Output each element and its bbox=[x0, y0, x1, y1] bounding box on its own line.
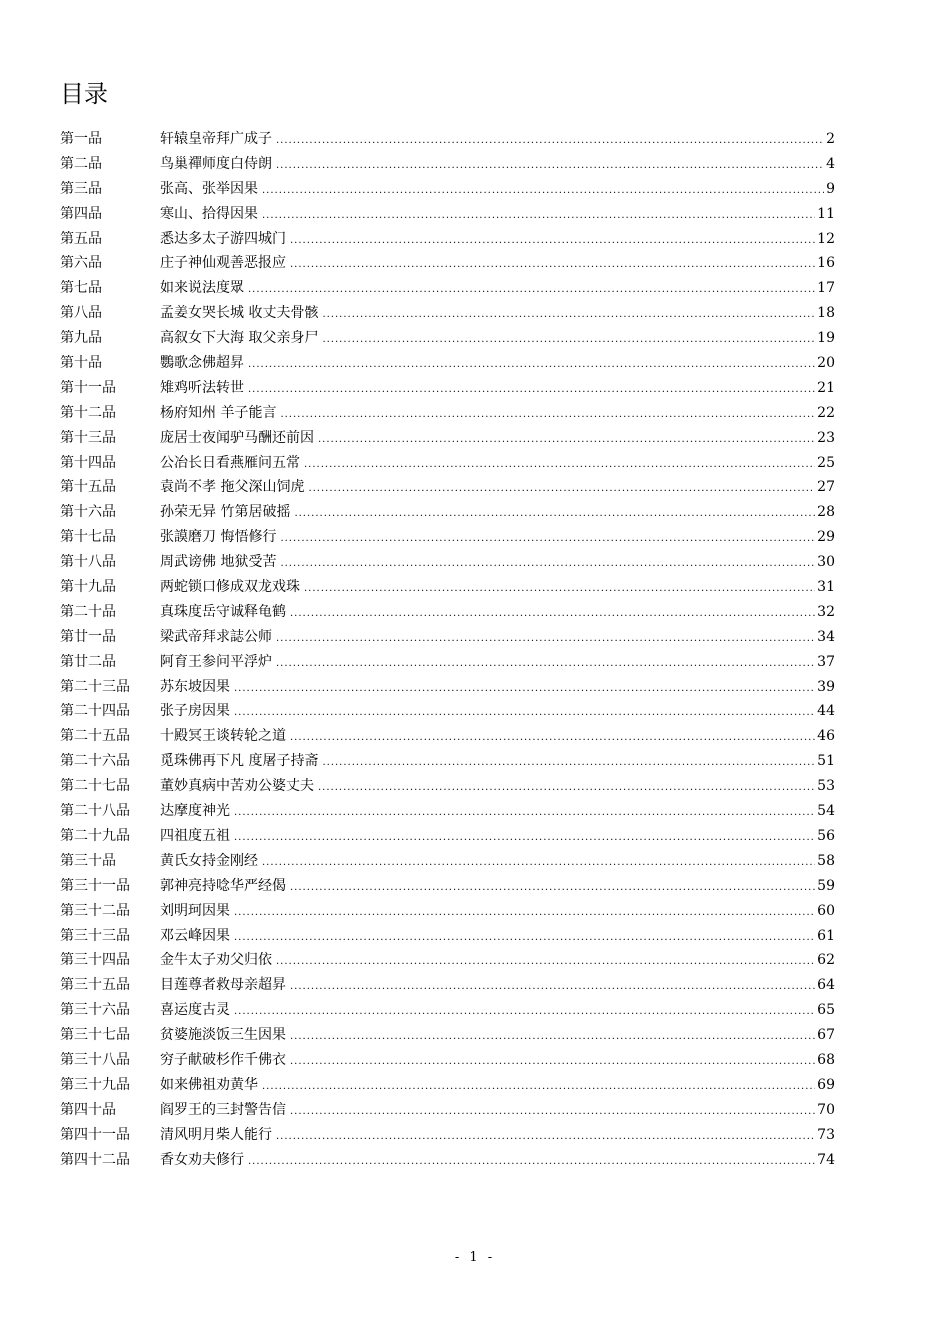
toc-dot-leader bbox=[248, 378, 815, 403]
toc-dot-leader bbox=[248, 353, 815, 378]
toc-dot-leader bbox=[234, 677, 815, 702]
toc-entry-number: 第十五品 bbox=[60, 479, 116, 496]
toc-entry-number: 第二十六品 bbox=[60, 753, 130, 770]
toc-dot-leader bbox=[234, 926, 815, 951]
toc-dot-leader bbox=[294, 502, 815, 527]
toc-entry-number: 第九品 bbox=[60, 330, 102, 347]
toc-entry-title: 如来说法度眾 bbox=[160, 280, 244, 297]
toc-dot-leader bbox=[276, 627, 815, 652]
toc-entry-page: 23 bbox=[817, 429, 835, 446]
toc-entry[interactable] bbox=[60, 1048, 835, 1073]
toc-dot-leader bbox=[290, 726, 815, 751]
table-of-contents bbox=[60, 127, 835, 1172]
toc-entry-title: 达摩度神光 bbox=[160, 803, 230, 820]
toc-entry[interactable] bbox=[60, 451, 835, 476]
toc-entry-page: 60 bbox=[817, 902, 835, 919]
toc-entry-page: 59 bbox=[817, 877, 835, 894]
toc-entry-page: 27 bbox=[817, 479, 835, 496]
toc-entry-page: 18 bbox=[817, 305, 835, 322]
toc-entry-number: 第三十四品 bbox=[60, 952, 130, 969]
toc-entry-page: 56 bbox=[817, 827, 835, 844]
toc-entry-page: 19 bbox=[817, 330, 835, 347]
toc-entry-number: 第六品 bbox=[60, 255, 102, 272]
toc-dot-leader bbox=[276, 129, 824, 154]
toc-entry-number: 第二十三品 bbox=[60, 678, 130, 695]
toc-entry-number: 第三十六品 bbox=[60, 1002, 130, 1019]
toc-entry-page: 54 bbox=[817, 803, 835, 820]
toc-entry-title: 如来佛祖劝黄华 bbox=[160, 1076, 258, 1093]
toc-entry-number: 第十六品 bbox=[60, 504, 116, 521]
toc-entry-page: 17 bbox=[817, 280, 835, 297]
toc-entry[interactable] bbox=[60, 874, 835, 899]
toc-entry[interactable] bbox=[60, 998, 835, 1023]
toc-entry-title: 觅珠佛再下凡 度屠子持斋 bbox=[160, 753, 319, 770]
toc-entry[interactable] bbox=[60, 675, 835, 700]
toc-dot-leader bbox=[234, 1000, 815, 1025]
toc-entry-title: 金牛太子劝父归依 bbox=[160, 952, 272, 969]
toc-entry[interactable] bbox=[60, 749, 835, 774]
toc-entry[interactable] bbox=[60, 1023, 835, 1048]
toc-dot-leader bbox=[304, 453, 815, 478]
toc-entry-number: 第四十二品 bbox=[60, 1151, 130, 1168]
toc-dot-leader bbox=[280, 552, 815, 577]
toc-entry-number: 第十三品 bbox=[60, 429, 116, 446]
toc-dot-leader bbox=[276, 154, 824, 179]
toc-entry-title: 两蛇锁口修成双龙戏珠 bbox=[160, 579, 300, 596]
toc-dot-leader bbox=[280, 527, 815, 552]
toc-entry[interactable] bbox=[60, 924, 835, 949]
toc-entry-number: 第十七品 bbox=[60, 529, 116, 546]
toc-entry-title: 周武谤佛 地狱受苦 bbox=[160, 554, 277, 571]
toc-entry[interactable] bbox=[60, 899, 835, 924]
toc-entry-number: 第五品 bbox=[60, 230, 102, 247]
toc-entry[interactable] bbox=[60, 1148, 835, 1173]
toc-entry-page: 29 bbox=[817, 529, 835, 546]
toc-entry[interactable] bbox=[60, 724, 835, 749]
toc-entry-title: 董妙真病中苦劝公婆丈夫 bbox=[160, 778, 314, 795]
toc-dot-leader bbox=[234, 826, 815, 851]
toc-entry-title: 香女劝夫修行 bbox=[160, 1151, 244, 1168]
toc-entry-title: 鸟巢禪师度白侍朗 bbox=[160, 155, 272, 172]
toc-entry-title: 贫婆施淡饭三生因果 bbox=[160, 1027, 286, 1044]
toc-entry[interactable] bbox=[60, 849, 835, 874]
toc-entry-number: 第二十五品 bbox=[60, 728, 130, 745]
toc-entry-number: 第七品 bbox=[60, 280, 102, 297]
toc-entry-title: 袁尚不孝 拖父深山饲虎 bbox=[160, 479, 305, 496]
toc-entry-title: 目莲尊者救母亲超昇 bbox=[160, 977, 286, 994]
toc-entry[interactable] bbox=[60, 251, 835, 276]
toc-entry-number: 第三十九品 bbox=[60, 1076, 130, 1093]
toc-entry-title: 真珠度岳守诚释龟鹤 bbox=[160, 603, 286, 620]
page-title: 目录 bbox=[60, 80, 108, 108]
toc-entry-title: 高叙女下大海 取父亲身尸 bbox=[160, 330, 319, 347]
toc-entry[interactable] bbox=[60, 973, 835, 998]
toc-entry-number: 第十四品 bbox=[60, 454, 116, 471]
toc-entry-number: 第三十二品 bbox=[60, 902, 130, 919]
toc-entry-page: 62 bbox=[817, 952, 835, 969]
toc-entry-number: 第廿一品 bbox=[60, 628, 116, 645]
toc-entry-page: 69 bbox=[817, 1076, 835, 1093]
toc-entry[interactable] bbox=[60, 824, 835, 849]
toc-entry-title: 郭神亮持唸华严经偈 bbox=[160, 877, 286, 894]
toc-entry[interactable] bbox=[60, 948, 835, 973]
toc-entry-page: 37 bbox=[817, 653, 835, 670]
toc-entry-number: 第十一品 bbox=[60, 379, 116, 396]
toc-entry[interactable] bbox=[60, 351, 835, 376]
toc-entry-page: 64 bbox=[817, 977, 835, 994]
toc-dot-leader bbox=[262, 851, 815, 876]
page-number-footer: - 1 - bbox=[454, 1250, 496, 1265]
toc-entry-number: 第四品 bbox=[60, 205, 102, 222]
toc-entry-title: 杨府知州 羊子能言 bbox=[160, 404, 277, 421]
toc-entry-page: 65 bbox=[817, 1002, 835, 1019]
toc-entry[interactable] bbox=[60, 799, 835, 824]
toc-entry-title: 四祖度五祖 bbox=[160, 827, 230, 844]
toc-dot-leader bbox=[262, 179, 824, 204]
toc-entry-number: 第四十一品 bbox=[60, 1126, 130, 1143]
toc-entry-number: 第三十一品 bbox=[60, 877, 130, 894]
toc-entry-title: 轩辕皇帝拜广成子 bbox=[160, 131, 272, 147]
toc-dot-leader bbox=[276, 1125, 815, 1150]
toc-entry-title: 梁武帝拜求誌公师 bbox=[160, 628, 272, 645]
toc-dot-leader bbox=[322, 751, 815, 776]
toc-dot-leader bbox=[234, 701, 815, 726]
toc-entry-page: 22 bbox=[817, 404, 835, 421]
toc-entry-number: 第八品 bbox=[60, 305, 102, 322]
toc-dot-leader bbox=[318, 428, 815, 453]
toc-entry-number: 第二十品 bbox=[60, 603, 116, 620]
toc-entry-page: 11 bbox=[817, 205, 835, 222]
toc-entry-number: 第三十品 bbox=[60, 852, 116, 869]
toc-entry[interactable] bbox=[60, 575, 835, 600]
toc-dot-leader bbox=[290, 1025, 815, 1050]
toc-entry-title: 庄子神仙观善恶报应 bbox=[160, 255, 286, 272]
toc-dot-leader bbox=[290, 1050, 815, 1075]
toc-entry[interactable] bbox=[60, 550, 835, 575]
toc-entry-page: 39 bbox=[817, 678, 835, 695]
toc-entry[interactable] bbox=[60, 127, 835, 152]
toc-entry-page: 2 bbox=[826, 131, 835, 147]
toc-entry-page: 74 bbox=[817, 1151, 835, 1168]
toc-entry-title: 穷子献破杉作千佛衣 bbox=[160, 1051, 286, 1068]
toc-entry[interactable] bbox=[60, 376, 835, 401]
toc-entry-page: 21 bbox=[817, 379, 835, 396]
toc-entry-page: 34 bbox=[817, 628, 835, 645]
toc-dot-leader bbox=[290, 975, 815, 1000]
toc-entry[interactable] bbox=[60, 475, 835, 500]
toc-entry-title: 十殿冥王谈转轮之道 bbox=[160, 728, 286, 745]
toc-entry[interactable] bbox=[60, 500, 835, 525]
toc-entry-title: 刘明珂因果 bbox=[160, 902, 230, 919]
toc-entry-page: 9 bbox=[826, 180, 835, 197]
toc-entry-title: 寒山、拾得因果 bbox=[160, 205, 258, 222]
toc-dot-leader bbox=[304, 577, 815, 602]
toc-dot-leader bbox=[262, 1075, 815, 1100]
toc-entry[interactable] bbox=[60, 276, 835, 301]
toc-entry-page: 58 bbox=[817, 852, 835, 869]
toc-entry-title: 雉鸡听法转世 bbox=[160, 379, 244, 396]
toc-entry-title: 阎罗王的三封警告信 bbox=[160, 1101, 286, 1118]
toc-entry-title: 喜运度古灵 bbox=[160, 1002, 230, 1019]
toc-dot-leader bbox=[276, 950, 815, 975]
toc-entry-page: 12 bbox=[817, 230, 835, 247]
toc-dot-leader bbox=[290, 602, 815, 627]
toc-entry-title: 悉达多太子游四城门 bbox=[160, 230, 286, 247]
toc-dot-leader bbox=[234, 801, 815, 826]
toc-entry-title: 鸚歌念佛超昇 bbox=[160, 355, 244, 372]
toc-entry-title: 公冶长日看燕雁问五常 bbox=[160, 454, 300, 471]
toc-entry-page: 31 bbox=[817, 579, 835, 596]
toc-entry-page: 32 bbox=[817, 603, 835, 620]
toc-dot-leader bbox=[290, 1100, 815, 1125]
toc-entry[interactable] bbox=[60, 625, 835, 650]
toc-entry-number: 第十八品 bbox=[60, 554, 116, 571]
toc-entry-number: 第三十七品 bbox=[60, 1027, 130, 1044]
toc-entry-page: 30 bbox=[817, 554, 835, 571]
toc-entry-number: 第十品 bbox=[60, 355, 102, 372]
toc-dot-leader bbox=[248, 278, 815, 303]
toc-entry-page: 28 bbox=[817, 504, 835, 521]
toc-entry-number: 第廿二品 bbox=[60, 653, 116, 670]
toc-entry[interactable] bbox=[60, 227, 835, 252]
toc-entry-title: 苏东坡因果 bbox=[160, 678, 230, 695]
toc-entry-number: 第三品 bbox=[60, 180, 102, 197]
toc-entry-number: 第一品 bbox=[60, 131, 102, 147]
toc-dot-leader bbox=[234, 901, 815, 926]
toc-entry-number: 第二十四品 bbox=[60, 703, 130, 720]
toc-entry-title: 邓云峰因果 bbox=[160, 927, 230, 944]
toc-entry-number: 第四十品 bbox=[60, 1101, 116, 1118]
toc-entry[interactable] bbox=[60, 202, 835, 227]
toc-entry-page: 20 bbox=[817, 355, 835, 372]
toc-entry-number: 第三十五品 bbox=[60, 977, 130, 994]
toc-entry[interactable] bbox=[60, 600, 835, 625]
toc-dot-leader bbox=[276, 652, 815, 677]
toc-entry[interactable] bbox=[60, 699, 835, 724]
toc-dot-leader bbox=[262, 204, 815, 229]
toc-entry-title: 孟姜女哭长城 收丈夫骨骸 bbox=[160, 305, 319, 322]
toc-entry[interactable] bbox=[60, 177, 835, 202]
toc-entry-number: 第三十八品 bbox=[60, 1051, 130, 1068]
toc-entry-page: 25 bbox=[817, 454, 835, 471]
toc-entry-title: 孙荣无异 竹第居破摇 bbox=[160, 504, 291, 521]
toc-entry[interactable] bbox=[60, 1098, 835, 1123]
toc-dot-leader bbox=[322, 328, 815, 353]
toc-entry-title: 清风明月柴人能行 bbox=[160, 1126, 272, 1143]
toc-entry-number: 第二十七品 bbox=[60, 778, 130, 795]
toc-entry-number: 第二品 bbox=[60, 155, 102, 172]
toc-entry-title: 张子房因果 bbox=[160, 703, 230, 720]
toc-entry-number: 第十二品 bbox=[60, 404, 116, 421]
toc-entry[interactable] bbox=[60, 326, 835, 351]
toc-entry-page: 4 bbox=[826, 155, 835, 172]
toc-entry-title: 张謨磨刀 悔悟修行 bbox=[160, 529, 277, 546]
toc-entry-number: 第二十九品 bbox=[60, 827, 130, 844]
toc-dot-leader bbox=[280, 403, 815, 428]
toc-entry-number: 第二十八品 bbox=[60, 803, 130, 820]
toc-entry[interactable] bbox=[60, 650, 835, 675]
toc-entry[interactable] bbox=[60, 774, 835, 799]
toc-dot-leader bbox=[322, 303, 815, 328]
toc-dot-leader bbox=[290, 229, 815, 254]
toc-dot-leader bbox=[290, 253, 815, 278]
toc-entry-page: 53 bbox=[817, 778, 835, 795]
toc-entry[interactable] bbox=[60, 1073, 835, 1098]
toc-entry[interactable] bbox=[60, 301, 835, 326]
toc-dot-leader bbox=[308, 477, 815, 502]
toc-entry[interactable] bbox=[60, 401, 835, 426]
toc-entry-number: 第十九品 bbox=[60, 579, 116, 596]
toc-dot-leader bbox=[248, 1150, 815, 1175]
toc-entry-page: 61 bbox=[817, 927, 835, 944]
toc-entry-page: 51 bbox=[817, 753, 835, 770]
toc-entry-page: 70 bbox=[817, 1101, 835, 1118]
toc-entry[interactable] bbox=[60, 525, 835, 550]
toc-entry-title: 庞居士夜闻驴马酬还前因 bbox=[160, 429, 314, 446]
toc-dot-leader bbox=[290, 876, 815, 901]
toc-entry-title: 黄氏女持金刚经 bbox=[160, 852, 258, 869]
toc-entry-page: 67 bbox=[817, 1027, 835, 1044]
toc-entry-page: 44 bbox=[817, 703, 835, 720]
toc-entry-page: 73 bbox=[817, 1126, 835, 1143]
toc-entry[interactable] bbox=[60, 1123, 835, 1148]
toc-entry-page: 16 bbox=[817, 255, 835, 272]
toc-entry-title: 张高、张举因果 bbox=[160, 180, 258, 197]
toc-entry-title: 阿育王参问平浮炉 bbox=[160, 653, 272, 670]
toc-entry[interactable] bbox=[60, 152, 835, 177]
toc-entry-page: 46 bbox=[817, 728, 835, 745]
toc-dot-leader bbox=[318, 776, 815, 801]
toc-entry-page: 68 bbox=[817, 1051, 835, 1068]
toc-entry-number: 第三十三品 bbox=[60, 927, 130, 944]
toc-entry[interactable] bbox=[60, 426, 835, 451]
